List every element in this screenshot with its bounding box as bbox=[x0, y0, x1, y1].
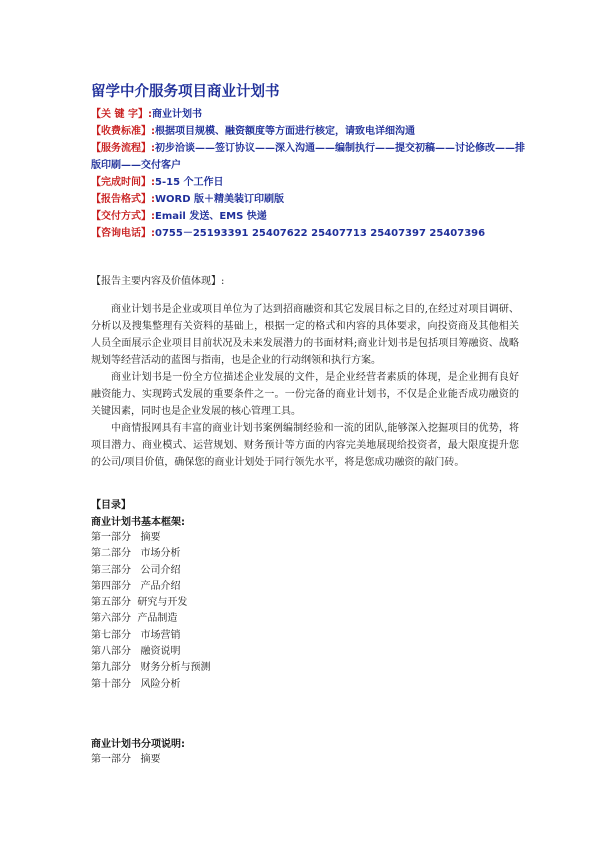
toc-subheading: 商业计划书基本框架: bbox=[91, 517, 185, 528]
info-value: WORD 版＋精美装订印刷版 bbox=[155, 194, 285, 205]
info-label: 【服务流程】: bbox=[91, 143, 155, 154]
paragraph: 中商情报网具有丰富的商业计划书案例编制经验和一流的团队,能够深入挖掘项目的优势，将项目潜力、商业模式、运营规划、财务预计等方面的内容完美地展现给投资者，最大限度提升您的公司/项目价值，确保您的商业计划处于同行领先水平，将是您成功融资的敲门砖。 bbox=[91, 423, 519, 468]
info-value: Email 发送、EMS 快递 bbox=[155, 211, 267, 222]
info-label: 【完成时间】: bbox=[91, 177, 155, 188]
info-row-keywords bbox=[91, 106, 531, 123]
info-value: 0755－25193391 25407622 25407713 25407397 25407396 bbox=[155, 228, 486, 239]
toc-list bbox=[91, 530, 211, 693]
info-label: 【咨询电话】: bbox=[91, 228, 155, 239]
toc-item: 第九部分 财务分析与预测 bbox=[91, 662, 211, 674]
toc-heading: 【目录】 bbox=[91, 500, 131, 511]
info-label: 【交付方式】: bbox=[91, 211, 155, 222]
toc-item: 第一部分 摘要 bbox=[91, 532, 161, 543]
info-row-process bbox=[91, 140, 531, 174]
paragraph: 商业计划书是一份全方位描述企业发展的文件，是企业经营者素质的体现，是企业拥有良好融资能力、实现跨式发展的重要条件之一。一份完备的商业计划书，不仅是企业能否成功融资的关键因素，同时也是企业发展的核心管理工具。 bbox=[91, 372, 519, 417]
toc-item: 第八部分 融资说明 bbox=[91, 646, 181, 658]
toc-item: 第四部分 产品介绍 bbox=[91, 580, 181, 592]
info-label: 【关 键 字】: bbox=[91, 109, 152, 120]
info-row-phone bbox=[91, 225, 531, 242]
info-value: 根据项目规模、融资额度等方面进行核定，请致电详细沟通 bbox=[155, 126, 415, 137]
info-row-fee bbox=[91, 123, 531, 140]
toc-item: 第二部分 市场分析 bbox=[91, 548, 181, 560]
toc-item: 第三部分 公司介绍 bbox=[91, 564, 181, 576]
paragraph: 商业计划书是企业或项目单位为了达到招商融资和其它发展目标之目的,在经过对项目调研、分析以及搜集整理有关资料的基础上，根据一定的格式和内容的具体要求，向投资商及其他相关人员全面展示企业项目目前状况及未来发展潜力的书面材料;商业计划书是包括项目筹融资、战略规划等经营活动的蓝图与指南，也是企业的行动纲领和执行方案。 bbox=[91, 304, 519, 366]
report-heading: 【报告主要内容及价值体现】: bbox=[91, 276, 225, 287]
info-row-format bbox=[91, 191, 531, 208]
info-block bbox=[91, 106, 531, 242]
report-body bbox=[91, 301, 519, 471]
info-value: 初步洽谈——签订协议——深入沟通——编制执行——提交初稿——讨论修改——排版印刷——交付客户 bbox=[91, 143, 525, 171]
toc-item: 第七部分 市场营销 bbox=[91, 629, 181, 641]
info-label: 【报告格式】: bbox=[91, 194, 155, 205]
info-row-delivery bbox=[91, 208, 531, 225]
info-row-time bbox=[91, 174, 531, 191]
section2-first-item: 第一部分 摘要 bbox=[91, 754, 161, 765]
info-value: 商业计划书 bbox=[151, 109, 202, 120]
info-label: 【收费标准】: bbox=[91, 126, 155, 137]
document-title: 留学中介服务项目商业计划书 bbox=[91, 84, 280, 100]
section2-heading: 商业计划书分项说明: bbox=[91, 739, 185, 750]
info-value: 5-15 个工作日 bbox=[155, 177, 224, 188]
toc-item: 第六部分 产品制造 bbox=[91, 613, 178, 625]
toc-item: 第十部分 风险分析 bbox=[91, 678, 181, 690]
toc-item: 第五部分 研究与开发 bbox=[91, 597, 188, 609]
